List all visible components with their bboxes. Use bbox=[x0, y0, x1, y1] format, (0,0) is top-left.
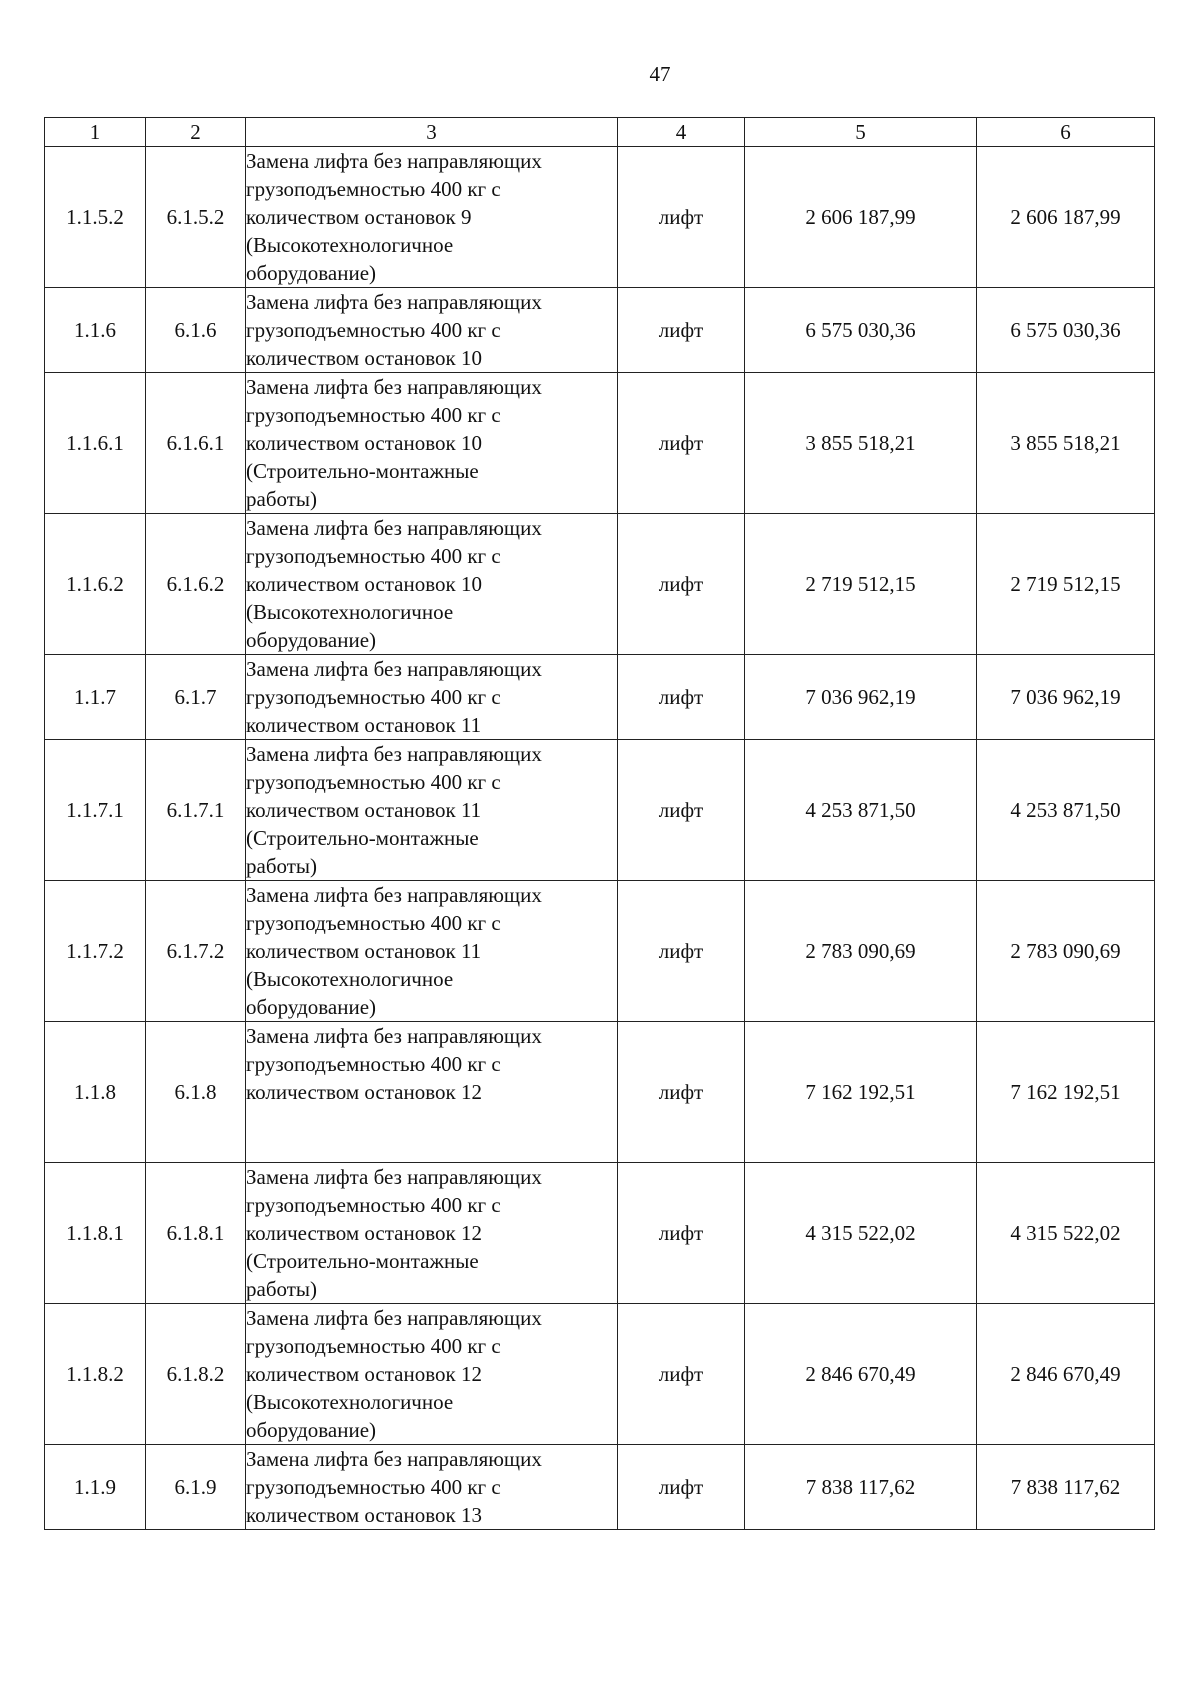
unit-of-measure: лифт bbox=[618, 373, 745, 514]
table-row bbox=[45, 1022, 1155, 1163]
work-code: 6.1.7.2 bbox=[146, 881, 246, 1022]
work-code: 6.1.6.1 bbox=[146, 373, 246, 514]
cost-value: 6 575 030,36 bbox=[745, 288, 977, 373]
work-description: Замена лифта без направляющих грузоподъемностью 400 кг с количеством остановок 11 (Строительно-монтажные работы) bbox=[246, 740, 618, 881]
work-code: 6.1.8 bbox=[146, 1022, 246, 1163]
item-code: 1.1.7.2 bbox=[45, 881, 146, 1022]
work-description: Замена лифта без направляющих грузоподъемностью 400 кг с количеством остановок 9 (Высокотехнологичное оборудование) bbox=[246, 147, 618, 288]
cost-total: 6 575 030,36 bbox=[977, 288, 1155, 373]
work-description: Замена лифта без направляющих грузоподъемностью 400 кг с количеством остановок 10 (Строительно-монтажные работы) bbox=[246, 373, 618, 514]
table-row bbox=[45, 1304, 1155, 1445]
work-code: 6.1.6 bbox=[146, 288, 246, 373]
item-code: 1.1.7.1 bbox=[45, 740, 146, 881]
item-code: 1.1.8.1 bbox=[45, 1163, 146, 1304]
work-code: 6.1.9 bbox=[146, 1445, 246, 1530]
header-row bbox=[45, 118, 1155, 147]
column-header: 6 bbox=[977, 118, 1155, 147]
cost-total: 3 855 518,21 bbox=[977, 373, 1155, 514]
unit-of-measure: лифт bbox=[618, 147, 745, 288]
unit-of-measure: лифт bbox=[618, 1163, 745, 1304]
unit-of-measure: лифт bbox=[618, 1445, 745, 1530]
work-description: Замена лифта без направляющих грузоподъемностью 400 кг с количеством остановок 13 bbox=[246, 1445, 618, 1530]
table-row bbox=[45, 514, 1155, 655]
unit-of-measure: лифт bbox=[618, 1022, 745, 1163]
work-description: Замена лифта без направляющих грузоподъемностью 400 кг с количеством остановок 10 bbox=[246, 288, 618, 373]
cost-total: 2 783 090,69 bbox=[977, 881, 1155, 1022]
cost-table bbox=[44, 117, 1155, 1530]
column-header: 1 bbox=[45, 118, 146, 147]
cost-value: 2 606 187,99 bbox=[745, 147, 977, 288]
cost-value: 4 315 522,02 bbox=[745, 1163, 977, 1304]
cost-value: 2 846 670,49 bbox=[745, 1304, 977, 1445]
work-code: 6.1.8.1 bbox=[146, 1163, 246, 1304]
cost-value: 2 719 512,15 bbox=[745, 514, 977, 655]
work-description: Замена лифта без направляющих грузоподъемностью 400 кг с количеством остановок 10 (Высокотехнологичное оборудование) bbox=[246, 514, 618, 655]
cost-value: 4 253 871,50 bbox=[745, 740, 977, 881]
work-code: 6.1.6.2 bbox=[146, 514, 246, 655]
column-header: 2 bbox=[146, 118, 246, 147]
cost-value: 7 838 117,62 bbox=[745, 1445, 977, 1530]
item-code: 1.1.6.1 bbox=[45, 373, 146, 514]
unit-of-measure: лифт bbox=[618, 514, 745, 655]
cost-total: 7 838 117,62 bbox=[977, 1445, 1155, 1530]
work-code: 6.1.7.1 bbox=[146, 740, 246, 881]
table-row bbox=[45, 1163, 1155, 1304]
work-description: Замена лифта без направляющих грузоподъемностью 400 кг с количеством остановок 11 (Высокотехнологичное оборудование) bbox=[246, 881, 618, 1022]
table-row bbox=[45, 373, 1155, 514]
item-code: 1.1.9 bbox=[45, 1445, 146, 1530]
page-number: 47 bbox=[649, 62, 671, 86]
work-code: 6.1.7 bbox=[146, 655, 246, 740]
item-code: 1.1.5.2 bbox=[45, 147, 146, 288]
cost-value: 2 783 090,69 bbox=[745, 881, 977, 1022]
cost-value: 7 162 192,51 bbox=[745, 1022, 977, 1163]
cost-total: 2 846 670,49 bbox=[977, 1304, 1155, 1445]
cost-total: 4 315 522,02 bbox=[977, 1163, 1155, 1304]
unit-of-measure: лифт bbox=[618, 881, 745, 1022]
item-code: 1.1.8 bbox=[45, 1022, 146, 1163]
column-header: 3 bbox=[246, 118, 618, 147]
work-code: 6.1.8.2 bbox=[146, 1304, 246, 1445]
unit-of-measure: лифт bbox=[618, 1304, 745, 1445]
item-code: 1.1.8.2 bbox=[45, 1304, 146, 1445]
table-row bbox=[45, 1445, 1155, 1530]
table-row bbox=[45, 740, 1155, 881]
work-description: Замена лифта без направляющих грузоподъемностью 400 кг с количеством остановок 12 (Строительно-монтажные работы) bbox=[246, 1163, 618, 1304]
column-header: 4 bbox=[618, 118, 745, 147]
unit-of-measure: лифт bbox=[618, 288, 745, 373]
cost-total: 2 719 512,15 bbox=[977, 514, 1155, 655]
item-code: 1.1.7 bbox=[45, 655, 146, 740]
table-row bbox=[45, 881, 1155, 1022]
work-code: 6.1.5.2 bbox=[146, 147, 246, 288]
work-description: Замена лифта без направляющих грузоподъемностью 400 кг с количеством остановок 12 bbox=[246, 1022, 618, 1163]
cost-value: 3 855 518,21 bbox=[745, 373, 977, 514]
cost-total: 4 253 871,50 bbox=[977, 740, 1155, 881]
item-code: 1.1.6 bbox=[45, 288, 146, 373]
work-description: Замена лифта без направляющих грузоподъемностью 400 кг с количеством остановок 11 bbox=[246, 655, 618, 740]
column-header: 5 bbox=[745, 118, 977, 147]
work-description: Замена лифта без направляющих грузоподъемностью 400 кг с количеством остановок 12 (Высокотехнологичное оборудование) bbox=[246, 1304, 618, 1445]
table-row bbox=[45, 655, 1155, 740]
item-code: 1.1.6.2 bbox=[45, 514, 146, 655]
table-row bbox=[45, 288, 1155, 373]
unit-of-measure: лифт bbox=[618, 655, 745, 740]
unit-of-measure: лифт bbox=[618, 740, 745, 881]
cost-value: 7 036 962,19 bbox=[745, 655, 977, 740]
cost-total: 7 036 962,19 bbox=[977, 655, 1155, 740]
cost-total: 2 606 187,99 bbox=[977, 147, 1155, 288]
cost-total: 7 162 192,51 bbox=[977, 1022, 1155, 1163]
table-row bbox=[45, 147, 1155, 288]
